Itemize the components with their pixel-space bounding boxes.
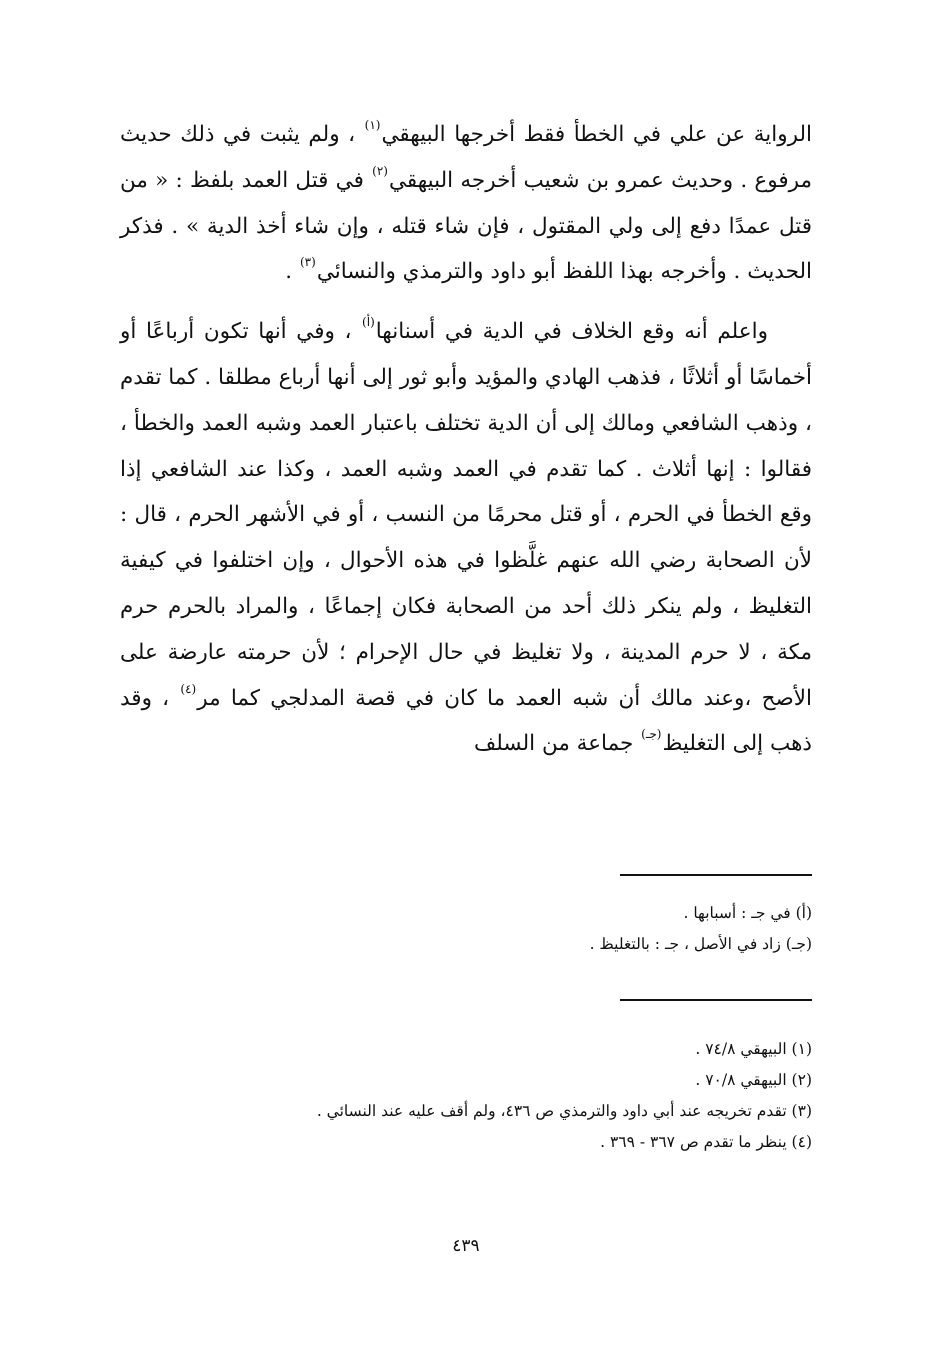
reference-notes [120, 1034, 812, 1158]
variant-note: (أ) في جـ : أسبابها . [683, 904, 812, 922]
variant-note: (جـ) زاد في الأصل ، جـ : بالتغليظ . [589, 935, 812, 953]
text-segment: ، وفي أنها تكون أرباعًا أو أخماسًا أو أثلاثًا ، فذهب الهادي والمؤيد وأبو ثور إلى أنها أرباع مطلقا . كما تقدم ، وذهب الشافعي ومالك إلى أن الدية تختلف باعتبار العمد وشبه العمد والخطأ ، فقالوا : إنها أثلاث . كما تقدم في العمد وشبه العمد ، وكذا عند الشافعي إذا وقع الخطأ في الحرم ، أو قتل محرمًا من النسب ، أو في الأشهر الحرم ، قال : لأن الصحابة رضي الله عنهم غلَّظوا في هذه الأحوال ، وإن اختلفوا في كيفية التغليظ ، ولم ينكر ذلك أحد من الصحابة فكان إجماعًا ، والمراد بالحرم حرم مكة ، لا حرم المدينة ، ولا تغليظ في حال الإحرام ؛ لأن حرمته عارضة على الأصح ،وعند مالك أن شبه العمد ما كان في قصة المدلجي كما مر [120, 319, 812, 711]
text-segment: واعلم أنه وقع الخلاف في الدية في أسنانها [375, 319, 768, 345]
variant-ref-jim[interactable]: (جـ) [641, 727, 662, 742]
footnote-ref-1[interactable]: (١) [364, 118, 381, 132]
variant-notes-divider [620, 874, 812, 876]
reference-note: (٢) البيهقي ٧٠/٨ . [695, 1071, 812, 1089]
paragraph-1 [120, 112, 812, 295]
footnote-ref-4[interactable]: (٤) [180, 681, 197, 696]
paragraph-2 [120, 309, 812, 767]
main-text [120, 112, 812, 767]
variant-ref-a[interactable]: (أ) [362, 315, 375, 330]
page-number: ٤٣٩ [452, 1236, 480, 1256]
reference-note: (٤) ينظر ما تقدم ص ٣٦٧ - ٣٦٩ . [600, 1133, 812, 1151]
text-segment: ، ولم يثبت في ذلك حديث مرفوع . وحديث عمرو بن شعيب أخرجه البيهقي [120, 122, 813, 193]
reference-note: (١) البيهقي ٧٤/٨ . [695, 1040, 812, 1058]
footnote-ref-2[interactable]: (٢) [372, 163, 388, 178]
reference-note: (٣) تقدم تخريجه عند أبي داود والترمذي ص ٤٣٦، ولم أقف عليه عند النسائي . [316, 1102, 812, 1120]
text-segment: . [285, 259, 293, 285]
footnote-ref-3[interactable]: (٣) [299, 255, 316, 270]
text-segment: جماعة من السلف [474, 731, 634, 757]
text-segment: ، وقد ذهب إلى التغليظ [120, 685, 812, 757]
reference-notes-divider [620, 999, 812, 1001]
text-segment: في قتل العمد بلفظ : « من قتل عمدًا دفع إلى ولي المقتول ، فإن شاء قتله ، وإن شاء أخذ الدية » . فذكر الحديث . وأخرجه بهذا اللفظ أبو داود والترمذي والنسائي [120, 167, 812, 285]
variant-notes [120, 898, 812, 960]
text-segment: الرواية عن علي في الخطأ فقط أخرجها البيهقي [381, 122, 812, 147]
